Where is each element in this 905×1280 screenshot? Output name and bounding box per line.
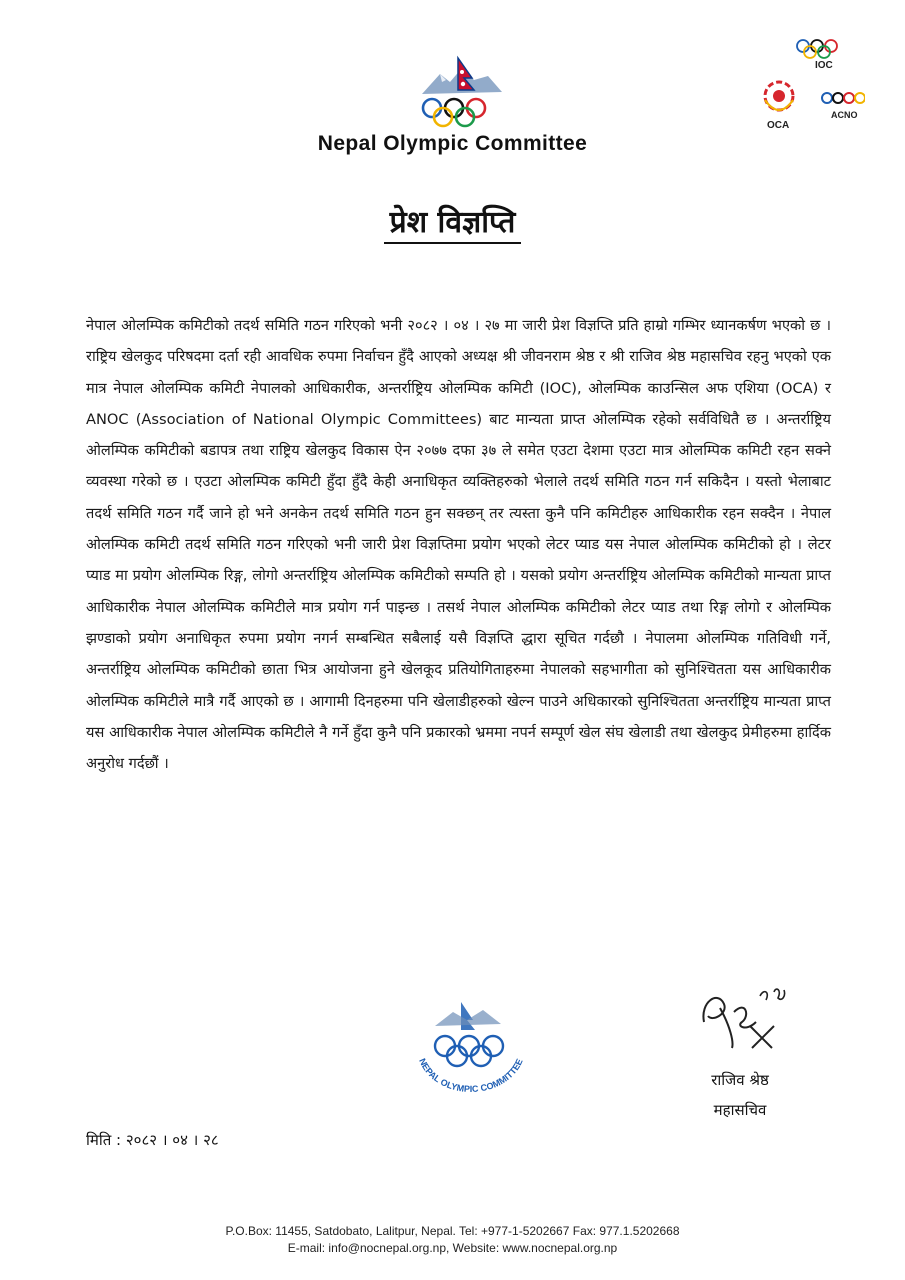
signatory-title: महासचिव bbox=[713, 1101, 767, 1119]
ioc-rings-icon bbox=[797, 40, 837, 58]
press-release-body: नेपाल ओलम्पिक कमिटीको तदर्थ समिति गठन गरिएको भनी २०८२ । ०४ । २७ मा जारी प्रेश विज्ञप्ति प्रति हाम्रो गम्भिर ध्यानकर्षण भएको छ । राष्ट्रिय खेलकुद परिषदमा दर्ता रही आवधिक रुपमा निर्वाचन हुँदै आएको अध्यक्ष श्री जीवनराम श्रेष्ठ र श्री राजिव श्रेष्ठ महासचिव रहनु भएको एक मात्र नेपाल ओलम्पिक कमिटी नेपालको आधिकारीक, अन्तर्राष्ट्रिय ओलम्पिक कमिटी (IOC), ओलम्पिक काउन्सिल अफ एशिया (OCA) र ANOC (Association of National Olympic Committees) बाट मान्यता प्राप्त ओलम्पिक रहेको सर्वविधितै छ । अन्तर्राष्ट्रिय ओलम्पिक कमिटीको बडापत्र तथा राष्ट्रिय खेलकुद विकास ऐन २०७७ दफा ३७ ले समेत एउटा देशमा एउटा मात्र ओलम्पिक कमिटी रहन सक्ने व्यवस्था गरेको छ । एउटा ओलम्पिक कमिटी हुँदा हुँदै केही अनाधिकृत व्यक्तिहरुको भेलाले तदर्थ समिति गठन गर्न सकिदैन । यस्तो भेलाबाट तदर्थ समिति गठन गर्दै जाने हो भने अनकेन तदर्थ समिति गठन हुन सक्छन् तर त्यस्ता कुनै पनि कमिटीहरु आधिकारीक रहन सक्दैन । नेपाल ओलम्पिक कमिटी तदर्थ समिति गठन गरिएको भनी जारी प्रेश विज्ञप्तिमा प्रयोग भएको लेटर प्याड यस नेपाल ओलम्पिक कमिटीको हो । लेटर प्याड मा प्रयोग ओलम्पिक रिङ्ग, लोगो अन्तर्राष्ट्रिय ओलम्पिक कमिटीको सम्पति हो । यसको प्रयोग अन्तर्राष्ट्रिय ओलम्पिक कमिटीको मान्यता प्राप्त आधिकारीक नेपाल ओलम्पिक कमिटीले मात्र प्रयोग गर्न पाइन्छ । तसर्थ नेपाल ओलम्पिक कमिटीको लेटर प्याड तथा रिङ्ग लोगो र ओलम्पिक झण्डाको प्रयोग अनाधिकृत रुपमा प्रयोग नगर्न सम्बन्धित सबैलाई यसै विज्ञप्ति द्धारा सूचित गर्दछौ । नेपालमा ओलम्पिक गतिविधी गर्ने, अन्तर्राष्ट्रिय ओलम्पिक कमिटीको छाता भित्र आयोजना हुने खेलकूद प्रतियोगिताहरुमा नेपालको सहभागीता को सुनिश्चितता यस आधिकारीक ओलम्पिक कमिटीले मात्रै गर्दै आएको छ । आगामी दिनहरुमा पनि खेलाडीहरुको खेल्न पाउने अधिकारको सुनिश्चितता अन्तर्राष्ट्रिय मान्यता प्राप्त यस आधिकारीक नेपाल ओलम्पिक कमिटीले नै गर्ने हुँदा कुनै पनि प्रकारको भ्रममा नपर्न सम्पूर्ण खेल संघ खेलाडी तथा खेलकुद प्रेमीहरुमा हार्दिक अनुरोध गर्दछौं । bbox=[86, 317, 831, 773]
page-title: प्रेश विज्ञप्ति bbox=[0, 200, 905, 241]
signatory-name: राजिव श्रेष्ठ bbox=[711, 1071, 769, 1089]
official-seal bbox=[405, 990, 535, 1100]
oca-emblem-icon bbox=[765, 82, 793, 110]
footer-contact: E-mail: info@nocnepal.org.np, Website: www.nocnepal.org.np bbox=[287, 1241, 618, 1255]
ioc-label: IOC bbox=[815, 60, 833, 71]
acno-label: ACNO bbox=[831, 110, 858, 120]
signature bbox=[690, 982, 790, 1054]
footer-address: P.O.Box: 11455, Satdobato, Lalitpur, Nepal. Tel: +977-1-5202667 Fax: 977.1.5202668 bbox=[225, 1224, 680, 1238]
affiliation-logos bbox=[755, 30, 865, 140]
svg-text:NEPAL OLYMPIC COMMITTEE: NEPAL OLYMPIC COMMITTEE bbox=[417, 1056, 525, 1095]
acno-rings-icon bbox=[822, 93, 865, 103]
noc-logo bbox=[410, 52, 510, 132]
date-line: मिति : २०८२ । ०४ । २८ bbox=[86, 1131, 219, 1149]
org-name: Nepal Olympic Committee bbox=[317, 132, 588, 155]
oca-label: OCA bbox=[767, 120, 790, 131]
